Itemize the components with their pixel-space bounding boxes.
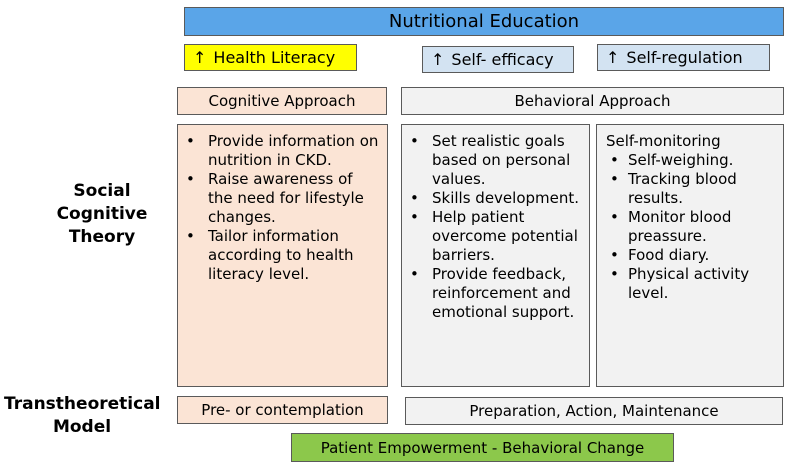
list-item: • Monitor blood preassure. <box>610 208 732 245</box>
bullet-icon: • <box>186 227 195 245</box>
bullet-icon: • <box>186 132 195 150</box>
cognitive-approach-header <box>177 87 387 115</box>
behavioral-panel <box>401 124 590 387</box>
bullet-icon: • <box>610 208 619 226</box>
list-item: • Tailor information according to health literacy level. <box>186 227 354 283</box>
list-item: • Help patient overcome potential barriers. <box>410 208 578 264</box>
bullet-icon: • <box>610 151 619 169</box>
list-item: • Self-weighing. <box>610 151 734 169</box>
list-item: • Provide information on nutrition in CKD. <box>186 132 379 169</box>
title-bar <box>184 7 784 36</box>
bullet-icon: • <box>610 265 619 283</box>
behavioral-approach-label: Behavioral Approach <box>514 92 671 110</box>
up-arrow-icon: ↑ <box>606 48 620 67</box>
up-arrow-icon: ↑ <box>431 50 445 69</box>
self-regulation-tag <box>597 44 770 71</box>
transtheoretical-model-label: Transtheoretical Model <box>4 394 161 437</box>
pre-contemplation-stage: Pre- or contemplation <box>177 396 388 424</box>
self-efficacy-label: Self- efficacy <box>451 50 554 69</box>
cognitive-panel <box>177 124 388 387</box>
list-item: • Physical activity level. <box>610 265 750 302</box>
patient-empowerment-box: Patient Empowerment - Behavioral Change <box>291 433 674 462</box>
list-item: • Set realistic goals based on personal values. <box>410 132 571 188</box>
bullet-icon: • <box>410 265 419 283</box>
behavioral-approach-header <box>401 87 784 115</box>
self-efficacy-tag <box>422 46 574 73</box>
up-arrow-icon: ↑ <box>193 48 207 67</box>
self-monitoring-panel <box>596 124 784 387</box>
social-cognitive-theory-label: Social Cognitive Theory <box>56 181 148 247</box>
list-item: • Provide feedback, reinforcement and emotional support. <box>410 265 575 321</box>
bullet-icon: • <box>410 208 419 226</box>
cognitive-approach-label: Cognitive Approach <box>208 92 356 110</box>
bullet-icon: • <box>410 189 419 207</box>
preparation-action-maintenance-stage: Preparation, Action, Maintenance <box>405 397 783 425</box>
list-item: • Raise awareness of the need for lifestyle changes. <box>186 170 364 226</box>
list-item: • Tracking blood results. <box>610 170 737 207</box>
title-text: Nutritional Education <box>388 11 580 32</box>
list-item: • Food diary. <box>610 246 710 264</box>
health-literacy-tag <box>184 44 357 71</box>
self-regulation-label: Self-regulation <box>626 48 743 67</box>
bullet-icon: • <box>186 170 195 188</box>
bullet-icon: • <box>610 246 619 264</box>
bullet-icon: • <box>610 170 619 188</box>
self-monitoring-title: Self-monitoring <box>606 132 721 150</box>
health-literacy-label: Health Literacy <box>213 48 336 67</box>
bullet-icon: • <box>410 132 419 150</box>
list-item: • Skills development. <box>410 189 580 207</box>
